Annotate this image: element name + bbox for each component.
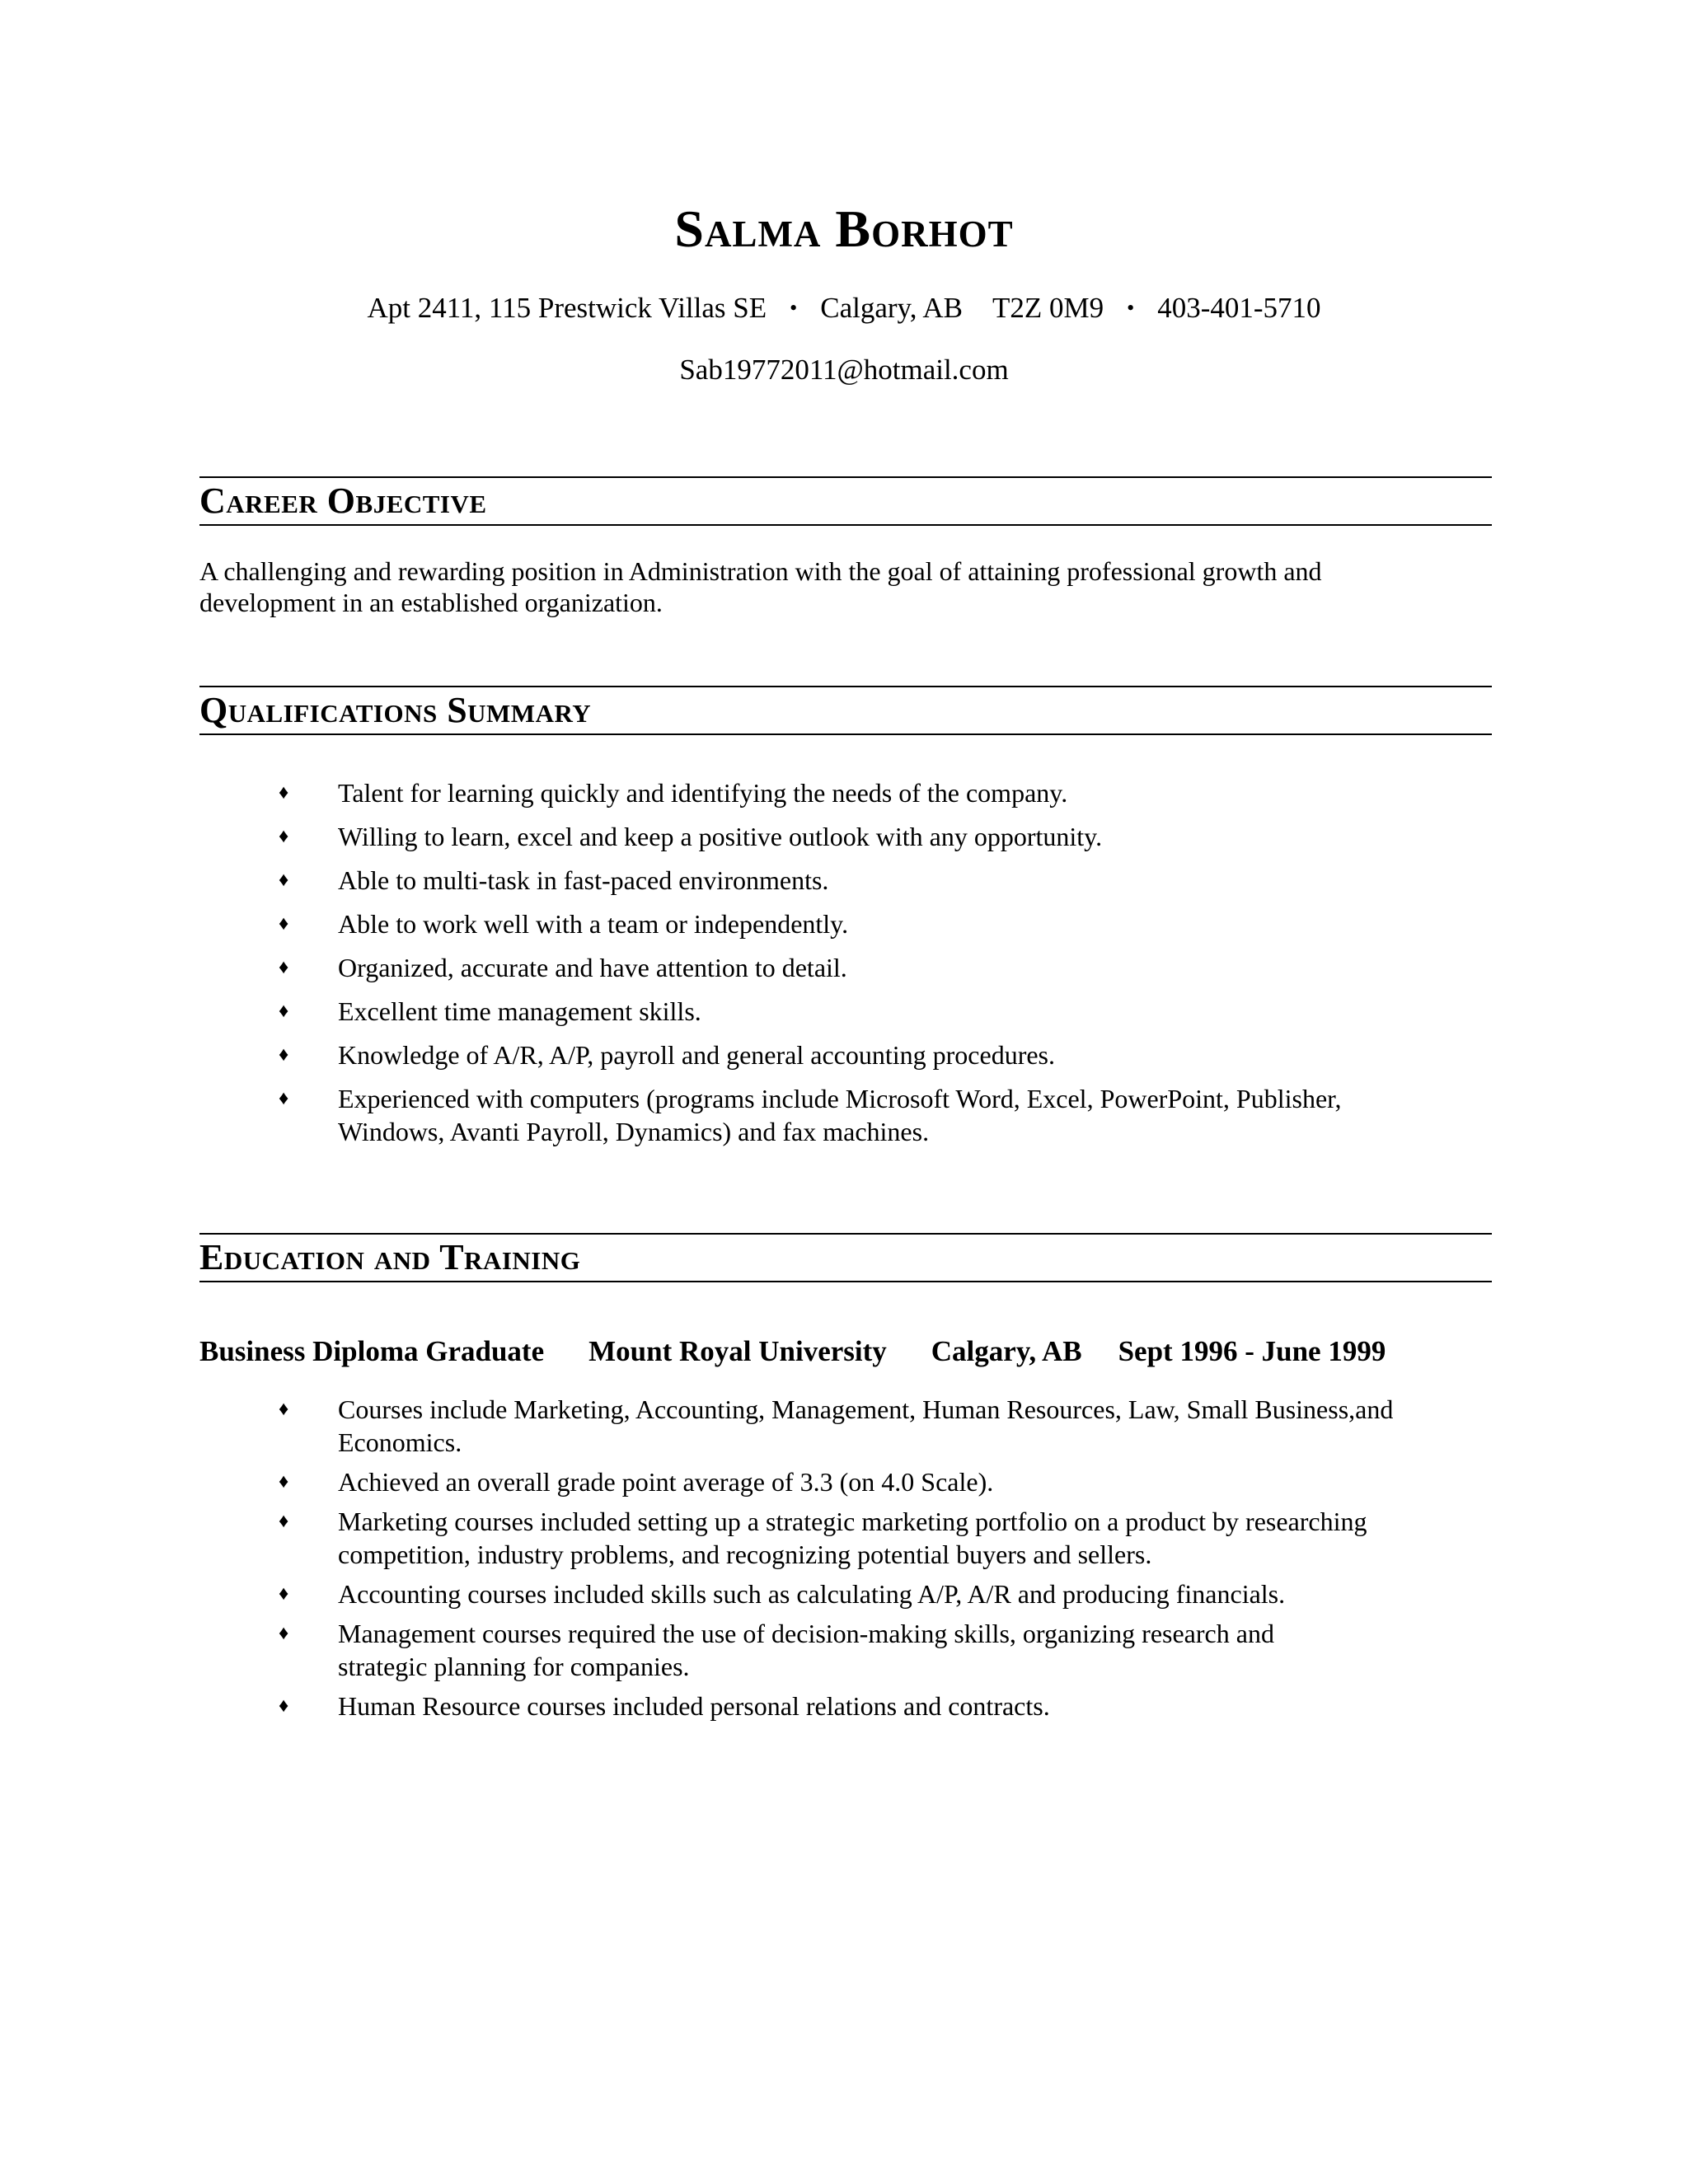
diamond-bullet-icon: ♦ (279, 1088, 289, 1109)
diamond-bullet-icon: ♦ (279, 913, 289, 935)
diamond-bullet-icon: ♦ (279, 1511, 289, 1532)
diamond-bullet-icon: ♦ (279, 1583, 289, 1605)
separator-bullet: • (790, 295, 798, 320)
diamond-bullet-icon: ♦ (279, 826, 289, 847)
list-item: ♦ Able to multi-task in fast-paced environments. (279, 865, 829, 895)
diamond-bullet-icon: ♦ (279, 782, 289, 804)
list-item: ♦ Accounting courses included skills such as calculating A/P, A/R and producing financials. (279, 1579, 1286, 1609)
career-objective-section (199, 476, 1492, 618)
separator-bullet: • (1127, 295, 1135, 320)
section-header (199, 1233, 1492, 1282)
section-header (199, 686, 1492, 735)
school-location: Calgary, AB (931, 1335, 1082, 1367)
candidate-name: Salma Borhot (674, 199, 1014, 258)
list-item: ♦ Achieved an overall grade point average of 3.3 (on 4.0 Scale). (279, 1467, 994, 1497)
qualifications-section (199, 686, 1492, 1148)
diamond-bullet-icon: ♦ (279, 1399, 289, 1420)
list-item: ♦ Able to work well with a team or independently. (279, 909, 849, 939)
diamond-bullet-icon: ♦ (279, 1044, 289, 1066)
address: Apt 2411, 115 Prestwick Villas SE (367, 292, 767, 324)
postal-code: T2Z 0M9 (992, 292, 1104, 324)
list-item: ♦ Talent for learning quickly and identifying the needs of the company. (279, 778, 1068, 808)
list-item: ♦ Management courses required the use of decision-making skills, organizing research and strategic planning for companies. (279, 1619, 1274, 1681)
list-item: ♦ Knowledge of A/R, A/P, payroll and general accounting procedures. (279, 1040, 1055, 1070)
qualifications-list (199, 776, 1492, 1148)
education-list (199, 1393, 1492, 1722)
diamond-bullet-icon: ♦ (279, 957, 289, 978)
diamond-bullet-icon: ♦ (279, 1695, 289, 1717)
contact-line (0, 290, 1688, 329)
diamond-bullet-icon: ♦ (279, 1471, 289, 1493)
education-dates: Sept 1996 - June 1999 (1118, 1335, 1386, 1367)
list-item: ♦ Organized, accurate and have attention to detail. (279, 953, 847, 982)
section-title: Qualifications Summary (199, 690, 592, 730)
diamond-bullet-icon: ♦ (279, 869, 289, 891)
objective-text-line: A challenging and rewarding position in Administration with the goal of attaining professional growth and (199, 556, 1322, 586)
list-item: ♦ Marketing courses included setting up a strategic marketing portfolio on a product by researching competition, industry problems, and recognizing potential buyers and sellers. (279, 1507, 1367, 1569)
diploma-title: Business Diploma Graduate (199, 1335, 545, 1367)
objective-text-line: development in an established organization. (199, 588, 663, 617)
city: Calgary, AB (820, 292, 963, 324)
diamond-bullet-icon: ♦ (279, 1623, 289, 1644)
list-item: ♦ Excellent time management skills. (279, 996, 701, 1026)
education-section (199, 1233, 1492, 1722)
section-title: Education and Training (199, 1237, 581, 1277)
phone: 403-401-5710 (1157, 292, 1321, 324)
list-item: ♦ Human Resource courses included personal relations and contracts. (279, 1691, 1050, 1721)
email: Sab19772011@hotmail.com (679, 354, 1009, 386)
education-entry-header (199, 1333, 1492, 1370)
list-item: ♦ Experienced with computers (programs include Microsoft Word, Excel, PowerPoint, Publisher, Windows, Avanti Payroll, Dynamics) and fax machines. (279, 1084, 1342, 1146)
list-item: ♦ Willing to learn, excel and keep a positive outlook with any opportunity. (279, 822, 1103, 851)
section-title: Career Objective (199, 480, 487, 521)
school-name: Mount Royal University (588, 1335, 887, 1367)
section-header (199, 476, 1492, 526)
list-item: ♦ Courses include Marketing, Accounting, Management, Human Resources, Law, Small Business,and Economics. (279, 1394, 1394, 1457)
diamond-bullet-icon: ♦ (279, 1001, 289, 1022)
